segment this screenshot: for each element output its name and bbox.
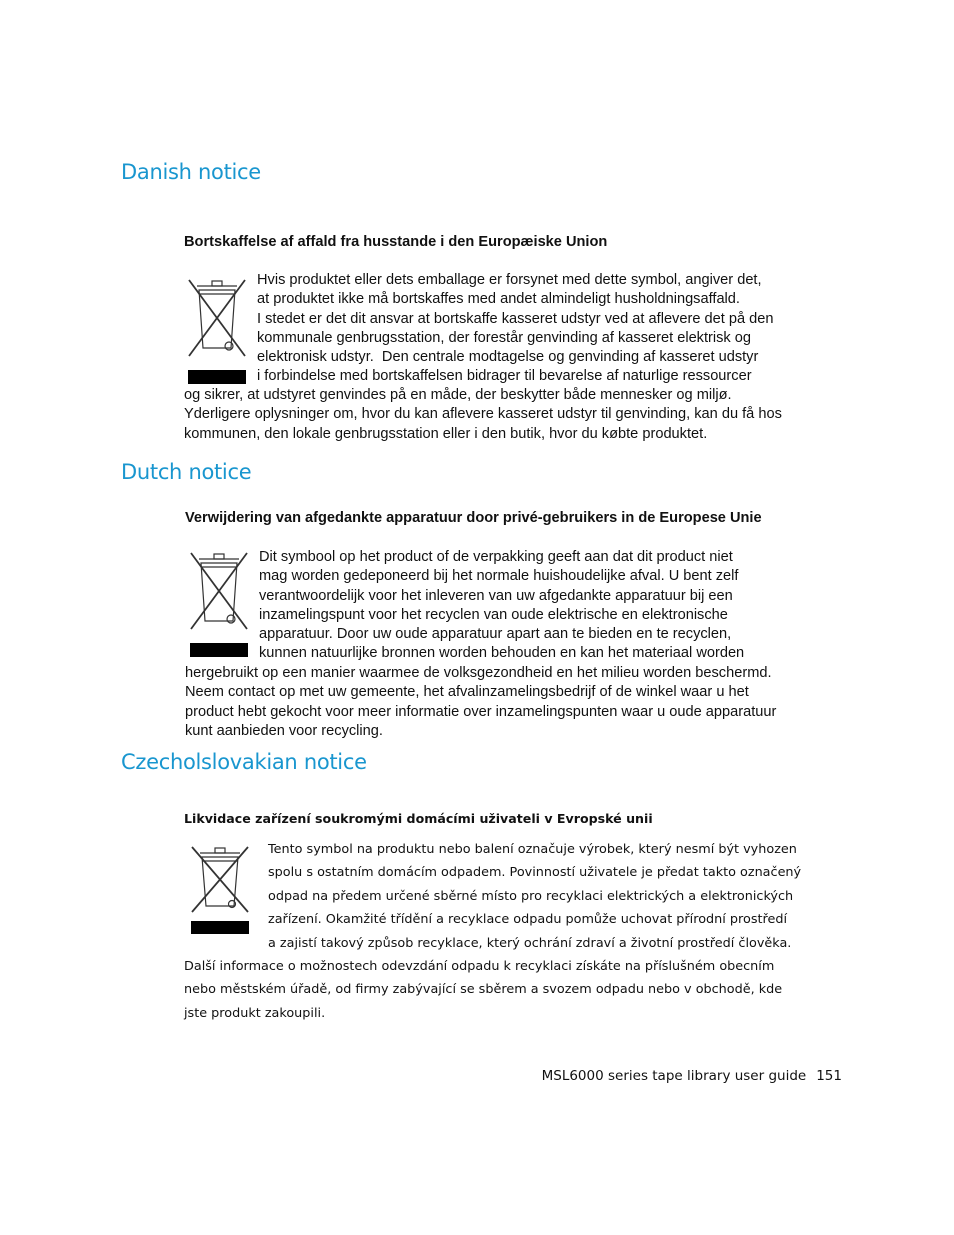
text-line: Dit symbool op het product of de verpakking geeft aan dat dit product niet: [259, 549, 733, 565]
guide-title: MSL6000 series tape library user guide: [541, 1068, 807, 1084]
text-line: I stedet er det dit ansvar at bortskaffe kasseret udstyr ved at aflevere det på den: [257, 310, 774, 327]
text-line: Yderligere oplysninger om, hvor du kan aflevere kasseret udstyr til genvinding, kan du få hos: [184, 406, 782, 423]
text-line: a zajistí takový způsob recyklace, který ochrání zdraví a životní prostředí člověka.: [268, 935, 792, 951]
czech-paragraph-full: [184, 955, 782, 1025]
text-line: spolu s ostatním domácím odpadem. Povinností uživatele je předat takto označený: [268, 865, 802, 881]
text-line: verantwoordelijk voor het inleveren van uw afgedankte apparatuur bij een: [259, 587, 733, 604]
text-line: product hebt gekocht voor meer informatie over inzamelingspunten waar u oude apparatuur: [185, 703, 777, 720]
danish-subheading: Bortskaffelse af affald fra husstande i den Europæiske Union: [184, 234, 608, 250]
text-line: odpad na předem určené sběrné místo pro recyklaci elektrických a elektronických: [268, 888, 794, 904]
text-line: jste produkt zakoupili.: [184, 1005, 326, 1021]
text-line: nebo městském úřadě, od firmy zabývající se sběrem a svozem odpadu nebo v obchodě, kde: [184, 982, 783, 998]
czech-subheading: Likvidace zařízení soukromými domácími uživateli v Evropské unii: [184, 811, 653, 826]
danish-paragraph-indented: [257, 271, 773, 387]
text-line: kommunale genbrugsstation, der forestår genvinding af kasseret elektrisk og: [257, 329, 752, 346]
danish-paragraph-full: [184, 386, 782, 444]
page-number: 151: [816, 1068, 842, 1084]
text-line: kunt aanbieden voor recycling.: [185, 722, 383, 739]
text-line: inzamelingspunt voor het recyclen van oude elektrische en elektronische: [259, 606, 728, 623]
text-line: kunnen natuurlijke bronnen worden behouden en kan het materiaal worden: [259, 645, 745, 662]
text-line: i forbindelse med bortskaffelsen bidrager til bevarelse af naturlige ressourcer: [257, 368, 752, 385]
text-line: apparatuur. Door uw oude apparatuur apart aan te bieden en te recyclen,: [259, 626, 732, 643]
text-line: zařízení. Okamžité třídění a recyklace odpadu pomůže uchovat přírodní prostředí: [268, 912, 788, 928]
weee-bin-icon: [185, 276, 249, 386]
czech-heading: Czecholslovakian notice: [121, 750, 367, 774]
dutch-paragraph-indented: [259, 548, 744, 664]
text-line: Tento symbol na produktu nebo balení označuje výrobek, který nesmí být vyhozen: [268, 842, 797, 857]
danish-heading: Danish notice: [121, 160, 261, 184]
weee-bin-icon: [187, 549, 251, 659]
text-line: kommunen, den lokale genbrugsstation eller i den butik, hvor du købte produktet.: [184, 425, 708, 442]
dutch-heading: Dutch notice: [121, 460, 252, 484]
weee-bin-icon: [188, 844, 252, 936]
page-footer: [542, 1068, 842, 1084]
text-line: elektronisk udstyr. Den centrale modtagelse og genvinding af kasseret udstyr: [257, 349, 759, 366]
text-line: Hvis produktet eller dets emballage er forsynet med dette symbol, angiver det,: [257, 272, 762, 288]
text-line: at produktet ikke må bortskaffes med andet almindeligt husholdningsaffald.: [257, 291, 740, 308]
czech-paragraph-indented: [268, 838, 801, 955]
text-line: Další informace o možnostech odevzdání odpadu k recyklaci získáte na příslušném obecním: [184, 959, 775, 974]
dutch-paragraph-full: [185, 664, 776, 741]
text-line: Neem contact op met uw gemeente, het afvalinzamelingsbedrijf of de winkel waar u het: [185, 684, 749, 701]
text-line: og sikrer, at udstyret genvindes på en måde, der beskytter både mennesker og miljø.: [184, 387, 732, 403]
text-line: mag worden gedeponeerd bij het normale huishoudelijke afval. U bent zelf: [259, 568, 739, 585]
dutch-subheading: Verwijdering van afgedankte apparatuur door privé-gebruikers in de Europese Unie: [185, 510, 762, 526]
text-line: hergebruikt op een manier waarmee de volksgezondheid en het milieu worden beschermd.: [185, 665, 772, 681]
